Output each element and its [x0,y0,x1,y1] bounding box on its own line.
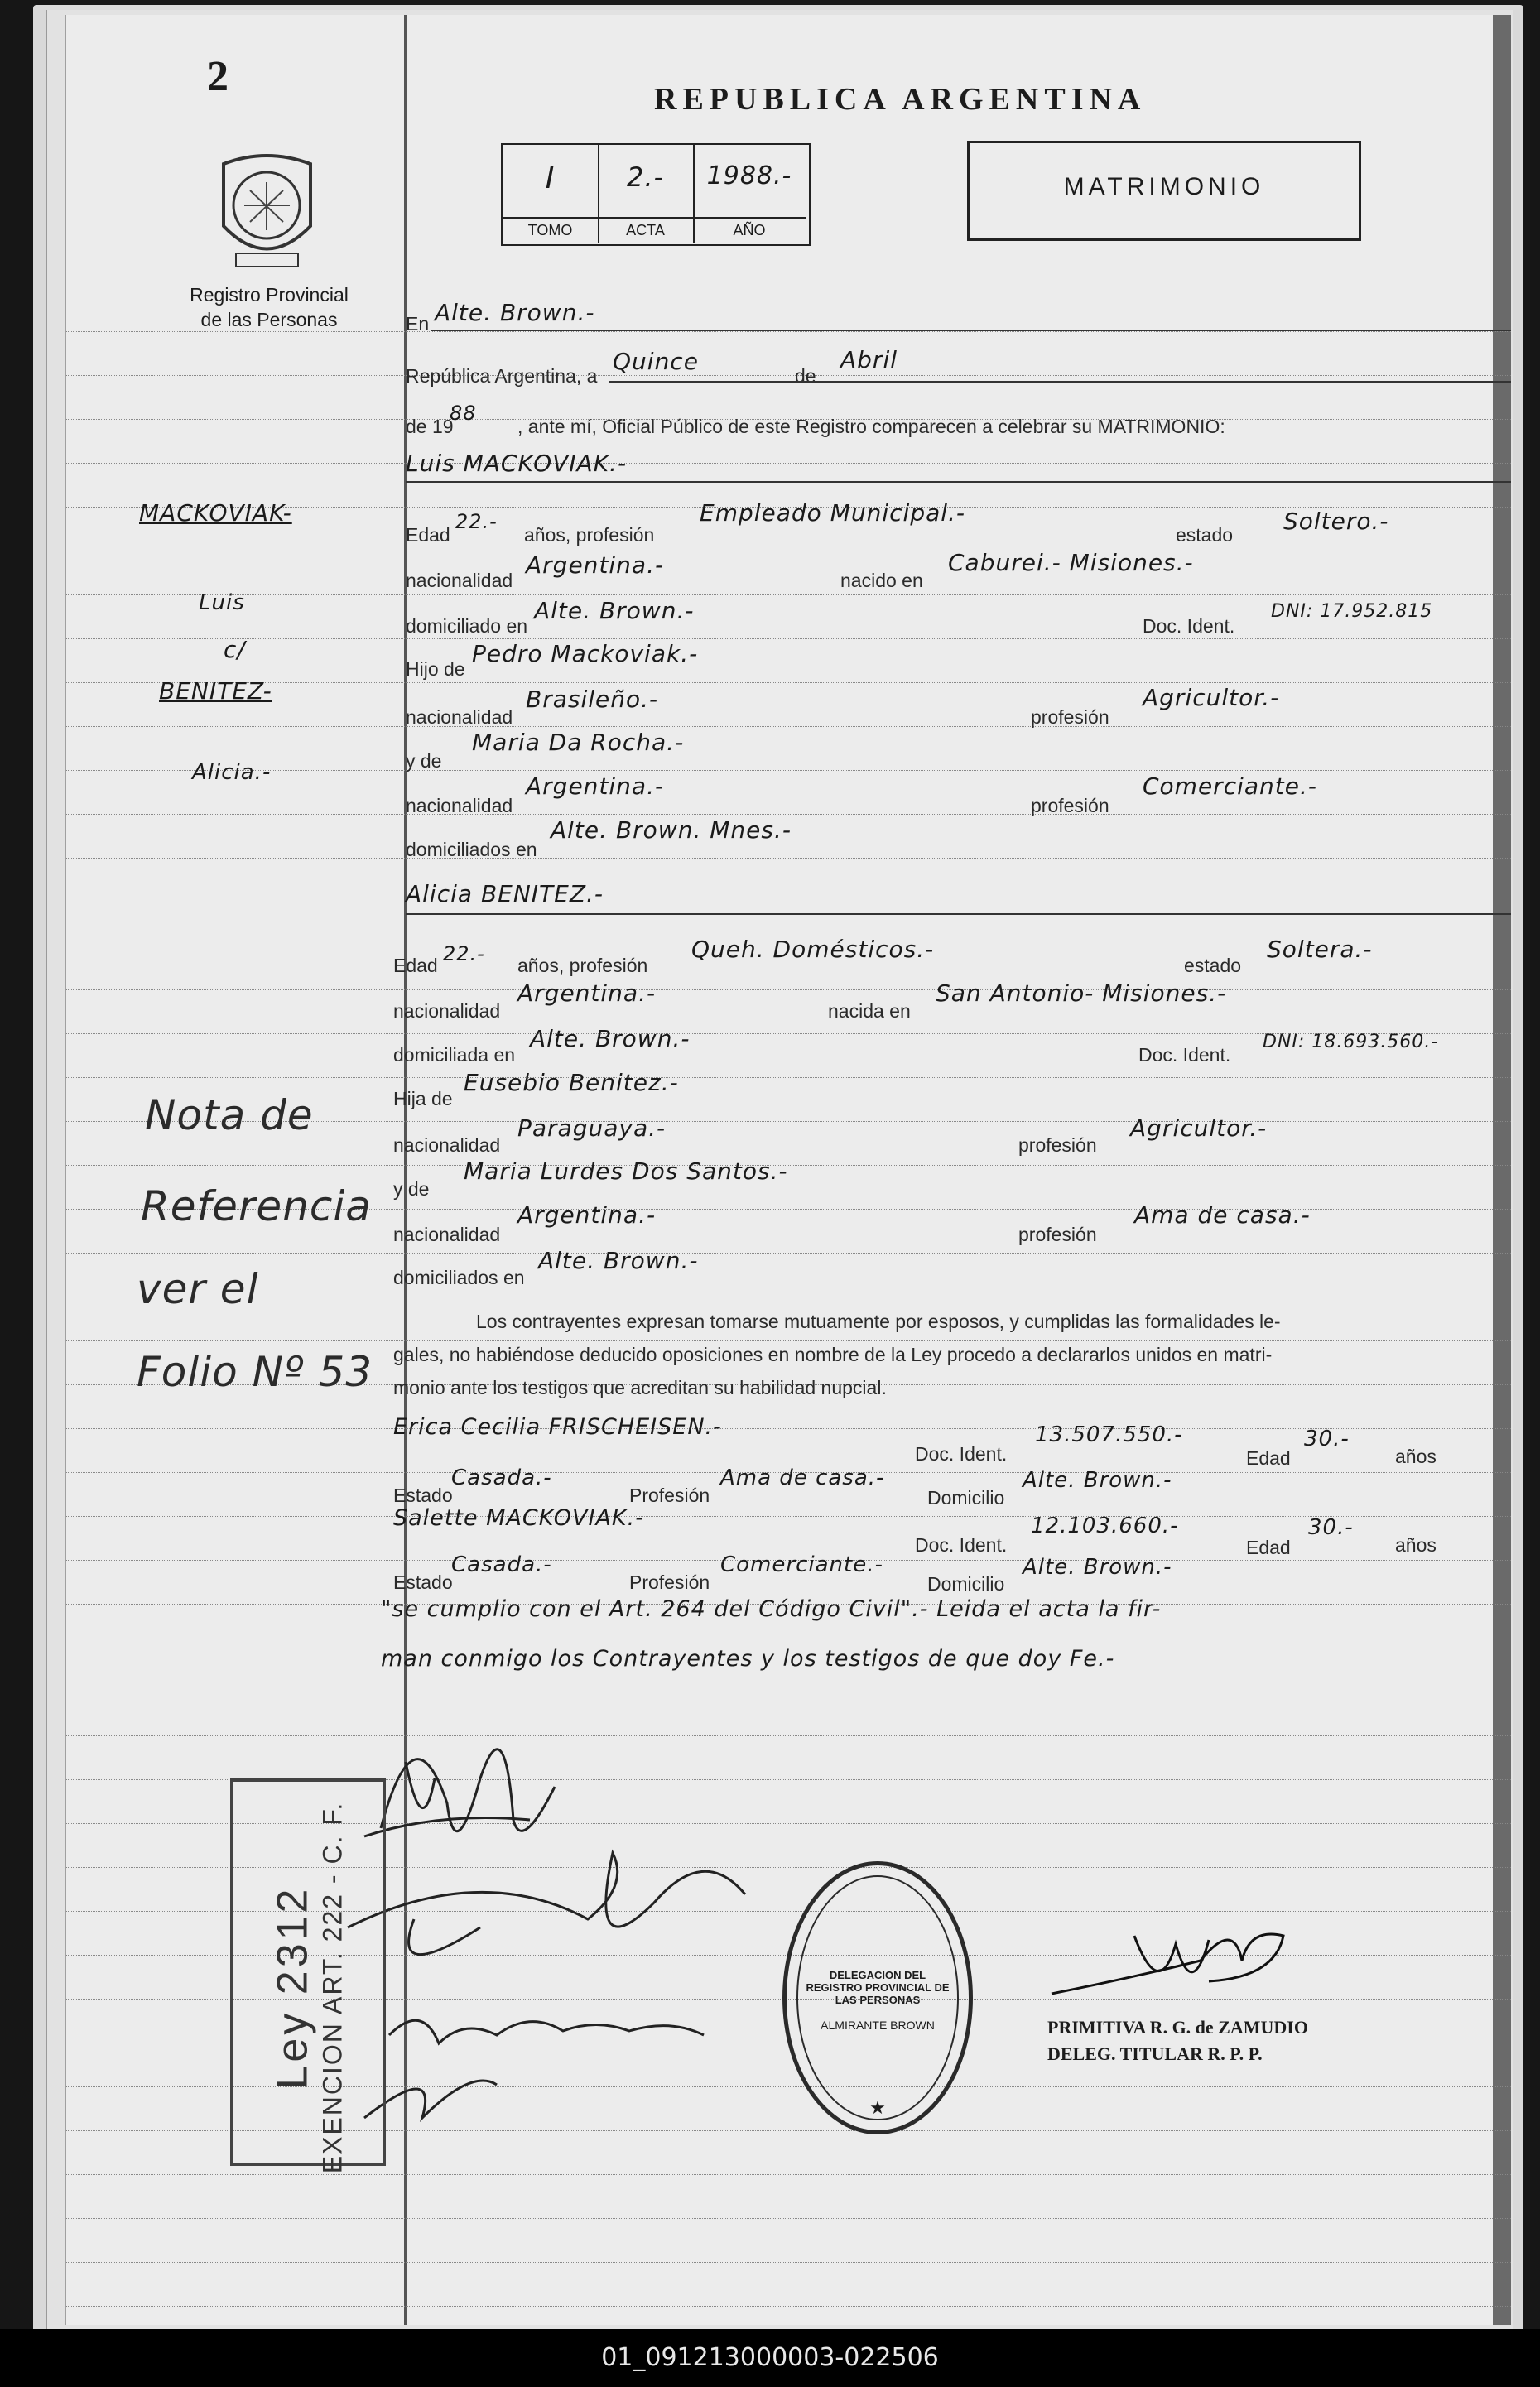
day-value: Quince [613,348,699,375]
groom-doc-label: Doc. Ident. [1143,615,1235,637]
reference-note-1: Nota de [145,1091,314,1139]
closing-line-1: "se cumplio con el Art. 264 del Código Civil".- Leida el acta la fir- [381,1596,1162,1622]
ley-stamp [230,1778,386,2174]
ruled-line [66,331,1511,333]
bride-hija-label: Hija de [393,1088,453,1109]
margin-surname-2: BENITEZ- [159,677,272,705]
bride-padre-prof: Agricultor.- [1130,1114,1268,1142]
groom-hijo-label: Hijo de [406,658,465,680]
ruled-line [66,638,1511,640]
ruled-line [66,1340,1511,1342]
reference-note-2: Referencia [141,1182,372,1230]
official-seal [782,1861,973,2134]
year-value: 88 [450,402,477,425]
witness2-estado: Casada.- [451,1552,552,1577]
groom-nacido: Caburei.- Misiones.- [948,549,1194,576]
bride-dom-label: domiciliada en [393,1044,516,1066]
bride-madre-prof: Ama de casa.- [1134,1201,1311,1229]
year-prefix: de 19 [406,416,454,437]
bride-madre-prof-label: profesión [1018,1224,1097,1245]
ruled-line [66,1253,1511,1254]
bride-yde-label: y de [393,1178,430,1200]
groom-madre-nac: Argentina.- [526,772,665,800]
ruled-line [66,1165,1511,1167]
groom-dom-label: domiciliado en [406,615,528,637]
bride-nacionalidad: Argentina.- [517,979,657,1007]
bride-padre-prof-label: profesión [1018,1134,1097,1156]
ruled-line [66,2306,1511,2308]
bride-profesion: Queh. Domésticos.- [691,936,935,963]
witness1-edad-label: Edad [1246,1447,1291,1469]
declaration-line-2: gales, no habiéndose deducido oposiciones en nombre de la Ley procedo a declararlos unidos en matri- [393,1344,1273,1365]
witness2-doc-label: Doc. Ident. [915,1534,1008,1556]
bride-estado: Soltera.- [1267,936,1373,963]
bride-domicilio: Alte. Brown.- [530,1025,691,1052]
bride-padre-nac-label: nacionalidad [393,1134,501,1156]
bride-domiciliados-label: domiciliados en [393,1267,525,1288]
witness1-estado: Casada.- [451,1465,552,1490]
margin-name-2: Alicia.- [192,760,272,785]
witness1-estado-label: Estado [393,1485,453,1506]
ruled-line [66,594,1511,596]
seal-inner-text: ALMIRANTE BROWN [821,2019,935,2032]
groom-full-name: Luis MACKOVIAK.- [406,450,628,477]
groom-edad-label: Edad [406,524,450,546]
witness2-name: Salette MACKOVIAK.- [393,1505,644,1531]
closing-line-2: man conmigo los Contrayentes y los testigos de que doy Fe.- [381,1646,1115,1672]
seal-star-icon: ★ [869,2097,886,2118]
reference-note-4: Folio Nº 53 [137,1348,373,1396]
witness1-name: Erica Cecilia FRISCHEISEN.- [393,1414,722,1440]
official-name: PRIMITIVA R. G. de ZAMUDIO [1047,2017,1308,2038]
witness2-profesion: Comerciante.- [720,1552,883,1577]
ruled-line [66,989,1511,991]
de-label: de [795,365,816,387]
witness2-dom-label: Domicilio [927,1573,1005,1595]
official-title: DELEG. TITULAR R. P. P. [1047,2043,1263,2064]
witness1-doc: 13.507.550.- [1035,1422,1183,1447]
tomo-value: I [545,161,556,195]
ruled-line [66,902,1511,903]
groom-madre-prof-label: profesión [1031,795,1109,816]
witness1-doc-label: Doc. Ident. [915,1443,1008,1465]
republica-label: República Argentina, a [406,365,598,387]
bride-estado-label: estado [1184,955,1242,976]
witness1-prof-label: Profesión [629,1485,710,1506]
bride-doc: DNI: 18.693.560.- [1263,1032,1439,1052]
ruled-line [66,551,1511,552]
signatures-graphic [315,1654,853,2151]
margin-surname-1: MACKOVIAK- [139,499,292,527]
groom-padre: Pedro Mackoviak.- [472,640,699,667]
en-label: En [406,313,430,334]
bride-domiciliados: Alte. Brown.- [538,1247,699,1274]
official-signature-graphic [1035,1911,1300,2019]
declaration-line-1: Los contrayentes expresan tomarse mutuamente por esposos, y cumplidas las formalidades le- [476,1311,1281,1332]
binding-edge [1493,15,1511,2325]
witness2-prof-label: Profesión [629,1571,710,1593]
witness2-edad-label: Edad [1246,1537,1291,1558]
seal-ring-text: DELEGACION DEL REGISTRO PROVINCIAL DE LAS PERSONAS [806,1969,950,2006]
ruled-line [66,1428,1511,1430]
acta-label: ACTA [598,217,693,239]
anio-value: 1988.- [706,161,792,190]
ruled-line [66,375,1511,377]
ruled-line [66,770,1511,772]
ruled-line [66,858,1511,859]
groom-domiciliados: Alte. Brown. Mnes.- [551,816,792,844]
groom-domicilio: Alte. Brown.- [534,597,695,624]
groom-padre-prof: Agricultor.- [1143,684,1280,711]
bride-nacida-label: nacida en [828,1000,911,1022]
margin-name-1: Luis [199,590,245,615]
document-page [65,15,1511,2325]
bride-madre: Maria Lurdes Dos Santos.- [464,1157,788,1185]
month-value: Abril [840,346,898,373]
registry-name: Registro Provincial [190,284,349,306]
record-number-box [501,143,811,246]
witness1-domicilio: Alte. Brown.- [1023,1468,1172,1493]
en-value: Alte. Brown.- [435,299,595,326]
ruled-line [66,726,1511,728]
groom-madre-prof: Comerciante.- [1143,772,1317,800]
witness1-edad: 30.- [1304,1427,1350,1451]
bride-edad: 22.- [443,942,485,965]
declaration-line-3: monio ante los testigos que acreditan su habilidad nupcial. [393,1377,887,1398]
witness2-estado-label: Estado [393,1571,453,1593]
ley-stamp-line-1: Ley 2312 [268,1885,317,2090]
groom-nac-label: nacionalidad [406,570,513,591]
groom-edad: 22.- [455,510,498,533]
reference-note-3: ver el [137,1265,259,1313]
groom-padre-nac-label: nacionalidad [406,706,513,728]
ruled-line [66,1077,1511,1079]
witness1-profesion: Ama de casa.- [720,1465,885,1490]
groom-anos-profesion-label: años, profesión [524,524,655,546]
country-title: REPUBLICA ARGENTINA [654,82,1147,117]
witness2-edad: 30.- [1308,1515,1354,1540]
witness2-anos-label: años [1395,1534,1437,1556]
scan-id-footer: 01_091213000003-022506 [0,2329,1540,2387]
witness2-doc: 12.103.660.- [1031,1514,1179,1538]
groom-estado-label: estado [1176,524,1234,546]
registry-name-line2: de las Personas [200,309,338,330]
ruled-line [66,463,1511,464]
bride-padre-nac: Paraguaya.- [517,1114,667,1142]
witness1-anos-label: años [1395,1446,1437,1467]
ley-stamp-line-2: EXENCION ART. 222 - C. F. [317,1801,348,2174]
bride-nacida: San Antonio- Misiones.- [936,979,1227,1007]
ruled-line [66,814,1511,816]
groom-nacido-label: nacido en [840,570,923,591]
groom-domiciliados-label: domiciliados en [406,839,537,860]
groom-profesion: Empleado Municipal.- [700,499,966,527]
witness1-dom-label: Domicilio [927,1487,1005,1509]
groom-padre-prof-label: profesión [1031,706,1109,728]
ruled-line [66,2262,1511,2264]
bride-doc-label: Doc. Ident. [1138,1044,1231,1066]
year-rest: , ante mí, Oficial Público de este Registro comparecen a celebrar su MATRIMONIO: [517,416,1225,437]
ruled-line [66,682,1511,684]
anio-label: AÑO [693,217,806,239]
registry-seal-icon [207,147,327,280]
act-type: MATRIMONIO [1063,173,1265,200]
groom-padre-nac: Brasileño.- [526,686,659,713]
ruled-line [66,1297,1511,1298]
bride-edad-label: Edad [393,955,438,976]
bride-nac-label: nacionalidad [393,1000,501,1022]
margin-connector: c/ [224,636,246,663]
groom-yde-label: y de [406,750,442,772]
act-type-box [967,141,1361,241]
ruled-line [66,2218,1511,2220]
bride-full-name: Alicia BENITEZ.- [406,880,604,907]
bride-madre-nac-label: nacionalidad [393,1224,501,1245]
bride-padre: Eusebio Benitez.- [464,1069,679,1096]
acta-value: 2.- [626,161,665,193]
groom-doc: DNI: 17.952.815 [1271,601,1433,622]
ruled-line [66,1516,1511,1518]
page-number: 2 [207,53,229,100]
witness2-domicilio: Alte. Brown.- [1023,1555,1172,1580]
groom-madre: Maria Da Rocha.- [472,729,685,756]
tomo-label: TOMO [503,217,598,239]
groom-estado: Soltero.- [1283,508,1389,535]
bride-madre-nac: Argentina.- [517,1201,657,1229]
bride-anos-profesion-label: años, profesión [517,955,648,976]
groom-nacionalidad: Argentina.- [526,551,665,579]
groom-madre-nac-label: nacionalidad [406,795,513,816]
